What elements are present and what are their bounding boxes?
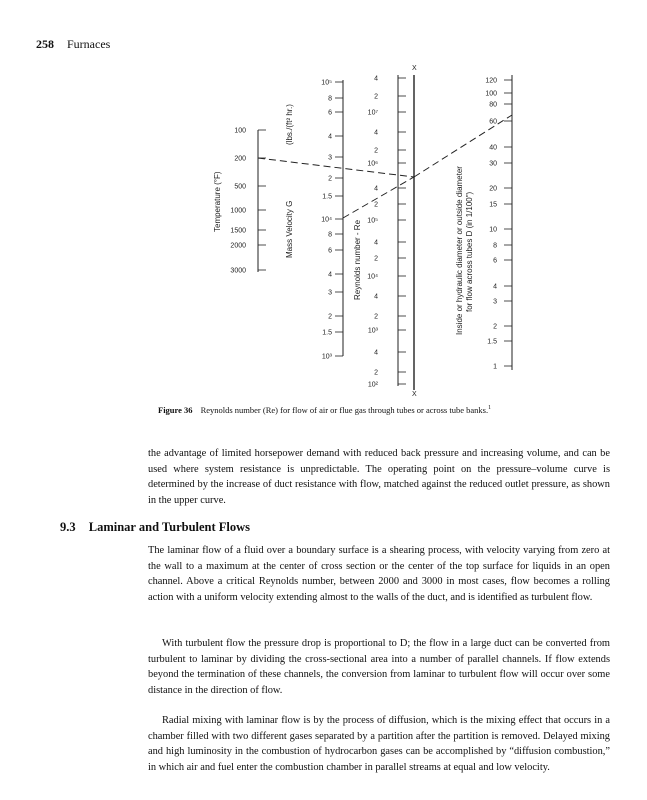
mass_velocity-tick-label: 4 xyxy=(328,271,332,279)
reynolds-tick-label: 10⁶ xyxy=(367,160,378,168)
section-number: 9.3 xyxy=(60,520,76,534)
mass_velocity-tick-label: 10³ xyxy=(321,353,332,361)
mass_velocity-tick-label: 10⁴ xyxy=(321,216,332,224)
temperature-tick-label: 3000 xyxy=(230,267,246,275)
mass_velocity-tick-label: 3 xyxy=(328,289,332,297)
diameter-axis-title: Inside or hydraulic diameter or outside diameter xyxy=(455,166,464,335)
reynolds-tick-label: 4 xyxy=(374,349,378,357)
reynolds-tick-label: 10² xyxy=(367,381,378,389)
construction-line-2 xyxy=(343,177,414,218)
reynolds-tick-label: 10³ xyxy=(367,327,378,335)
mass_velocity-tick-label: 4 xyxy=(328,133,332,141)
reynolds-tick-label: 4 xyxy=(374,185,378,193)
diameter-tick-label: 120 xyxy=(485,77,497,85)
section-title: Laminar and Turbulent Flows xyxy=(88,520,251,534)
construction-line-1 xyxy=(258,158,414,177)
temperature-axis-title: Temperature (°F) xyxy=(213,171,222,232)
mass_velocity-tick-label: 1.5 xyxy=(322,329,332,337)
mass-velocity-unit: (lbs./(ft² hr.) xyxy=(285,104,294,145)
mass-velocity-axis-title: Mass Velocity G xyxy=(285,200,294,258)
reynolds-tick-label: 2 xyxy=(374,147,378,155)
diameter-tick-label: 6 xyxy=(493,257,497,265)
section-paragraph-3: Radial mixing with laminar flow is by the process of diffusion, which is the mixing effect that occurs in a chamber filled with two different gases separated by a partition after the partition is removed. Delayed mixing and high luminosity in the combustion of hydrocarbon gases can be accomplished by “diffusion combustion,” in which air and fuel enter the combustion chamber in parallel streams at equal and low velocity. xyxy=(148,715,610,773)
mass_velocity-tick-label: 10⁵ xyxy=(321,79,332,87)
diameter-tick-label: 10 xyxy=(489,226,497,234)
reynolds-tick-label: 4 xyxy=(374,75,378,83)
mass_velocity-tick-label: 2 xyxy=(328,313,332,321)
reynolds-axis-title: Reynolds number - Re xyxy=(353,219,362,300)
mass_velocity-tick-label: 3 xyxy=(328,154,332,162)
temperature-tick-label: 500 xyxy=(234,183,246,191)
diameter-tick-label: 80 xyxy=(489,101,497,109)
diameter-tick-label: 3 xyxy=(493,298,497,306)
temperature-tick-label: 100 xyxy=(234,127,246,135)
reynolds-tick-label: 4 xyxy=(374,129,378,137)
x-marker-bottom: X xyxy=(412,391,417,398)
reynolds-tick-label: 4 xyxy=(374,239,378,247)
diameter-tick-label: 4 xyxy=(493,283,497,291)
figure-label: Figure 36 xyxy=(158,405,193,415)
mass_velocity-tick-label: 8 xyxy=(328,231,332,239)
temperature-tick-label: 200 xyxy=(234,155,246,163)
mass_velocity-tick-label: 8 xyxy=(328,95,332,103)
reynolds-tick-label: 10⁷ xyxy=(367,109,378,117)
mass_velocity-tick-label: 6 xyxy=(328,109,332,117)
page-number: 258 xyxy=(36,37,54,51)
running-title: Furnaces xyxy=(67,37,111,51)
reynolds-tick-label: 2 xyxy=(374,369,378,377)
figure-caption-ref: 1 xyxy=(488,405,492,412)
diameter-tick-label: 20 xyxy=(489,185,497,193)
diameter-tick-label: 15 xyxy=(489,201,497,209)
mass_velocity-tick-label: 6 xyxy=(328,247,332,255)
temperature-tick-label: 1500 xyxy=(230,227,246,235)
diameter-tick-label: 1 xyxy=(493,363,497,371)
mass_velocity-tick-label: 2 xyxy=(328,175,332,183)
reynolds-tick-label: 10⁴ xyxy=(367,273,378,281)
diameter-tick-label: 60 xyxy=(489,118,497,126)
diameter-tick-label: 8 xyxy=(493,242,497,250)
temperature-tick-label: 1000 xyxy=(230,207,246,215)
reynolds-tick-label: 2 xyxy=(374,93,378,101)
diameter-tick-label: 2 xyxy=(493,323,497,331)
diameter-tick-label: 40 xyxy=(489,144,497,152)
reynolds-tick-label: 2 xyxy=(374,201,378,209)
mass_velocity-tick-label: 1.5 xyxy=(322,193,332,201)
figure-caption-text: Reynolds number (Re) for flow of air or flue gas through tubes or across tube banks. xyxy=(200,405,489,415)
figure-caption xyxy=(158,405,618,415)
diameter-axis-subtitle: for flow across tubes D (in 1/100") xyxy=(465,191,474,312)
reynolds-tick-label: 4 xyxy=(374,293,378,301)
diameter-tick-label: 30 xyxy=(489,160,497,168)
temperature-tick-label: 2000 xyxy=(230,242,246,250)
reynolds-tick-label: 10⁵ xyxy=(367,217,378,225)
diameter-tick-label: 1.5 xyxy=(487,338,497,346)
diameter-tick-label: 100 xyxy=(485,90,497,98)
reynolds-tick-label: 2 xyxy=(374,255,378,263)
reynolds-tick-label: 2 xyxy=(374,313,378,321)
x-marker-top: X xyxy=(412,65,417,72)
section-paragraph-1: The laminar flow of a fluid over a boundary surface is a shearing process, with velocity varying from zero at the wall to a maximum at the center of cross section or the center of the top surface for liquids in an open channel. Above a critical Reynolds number, between 2000 and 3000 in most cases, flow becomes a rolling action with a uniform velocity extending almost to the walls of the duct, and is identified as turbulent flow. xyxy=(148,545,610,603)
section-paragraph-2: With turbulent flow the pressure drop is proportional to D; the flow in a large duct can be converted from turbulent to laminar by dividing the cross-sectional area into a number of parallel channels. If flow extends beyond the termination of these channels, the conversion from laminar to turbulent flow will occur over some distance in the direction of flow. xyxy=(148,638,610,696)
intro-paragraph: the advantage of limited horsepower demand with reduced back pressure and increasing volume, and can be used where system resistance is unpredictable. The operating point on the pressure–volume curve is determined by the increase of duct resistance with flow, matched against the reduced outlet pressure, as shown in the upper curve. xyxy=(148,448,610,506)
section-heading xyxy=(60,520,250,535)
